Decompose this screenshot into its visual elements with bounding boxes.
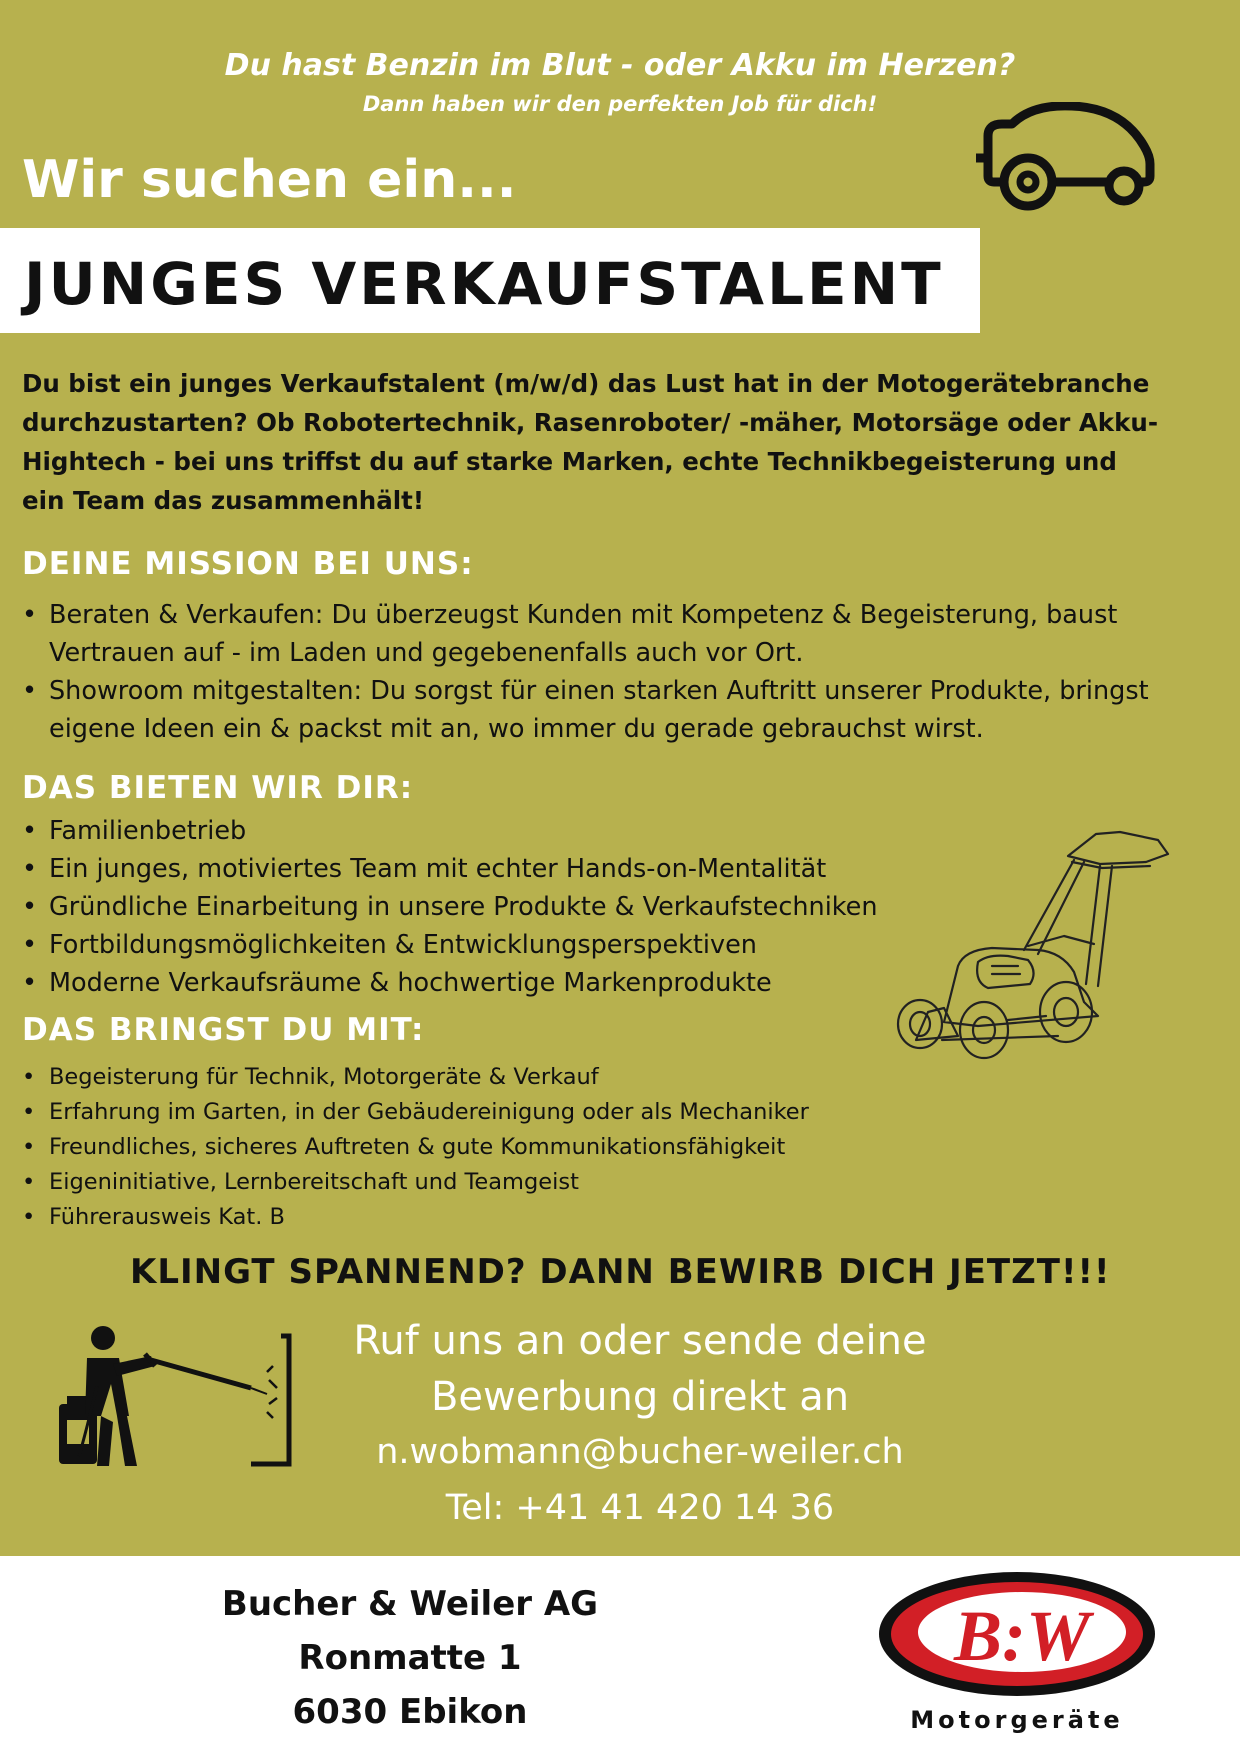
- list-item: • Familienbetrieb: [22, 812, 922, 850]
- tagline: Du hast Benzin im Blut - oder Akku im Herzen?: [224, 48, 1016, 83]
- headline: Wir suchen ein...: [22, 150, 517, 210]
- contact-line-2: Bewerbung direkt an: [430, 1374, 850, 1420]
- list-item: • Freundliches, sicheres Auftreten & gute Kommunikationsfähigkeit: [22, 1130, 922, 1165]
- job-title: JUNGES VERKAUFSTALENT: [24, 250, 944, 318]
- call-to-action: KLINGT SPANNEND? DANN BEWIRB DICH JETZT!!!: [130, 1252, 1111, 1292]
- list-item: • Fortbildungsmöglichkeiten & Entwicklungsperspektiven: [22, 926, 922, 964]
- contact-line-1: Ruf uns an oder sende deine: [353, 1318, 927, 1364]
- subtagline: Dann haben wir den perfekten Job für dich!: [362, 92, 878, 116]
- company-logo: [872, 1560, 1162, 1740]
- company-street: Ronmatte 1: [298, 1638, 522, 1678]
- list-item: • Ein junges, motiviertes Team mit echter Hands-on-Mentalität: [22, 850, 922, 888]
- company-name: Bucher & Weiler AG: [221, 1584, 599, 1624]
- list-item: • Showroom mitgestalten: Du sorgst für einen starken Auftritt unserer Produkte, bringst eigene Ideen ein & packst mit an, wo immer du gerade gebrauchst wirst.: [22, 672, 1222, 748]
- contact-phone[interactable]: Tel: +41 41 420 14 36: [445, 1488, 835, 1528]
- logo-caption: Motorgeräte: [910, 1706, 1124, 1734]
- list-item: • Erfahrung im Garten, in der Gebäudereinigung oder als Mechaniker: [22, 1095, 922, 1130]
- offer-heading: DAS BIETEN WIR DIR:: [22, 770, 414, 806]
- pressure-washer-icon: [55, 1326, 295, 1472]
- offer-list: [22, 812, 922, 1002]
- contact-email[interactable]: n.wobmann@bucher-weiler.ch: [376, 1432, 904, 1472]
- list-item: • Gründliche Einarbeitung in unsere Produkte & Verkaufstechniken: [22, 888, 922, 926]
- robot-mower-icon: [972, 102, 1172, 214]
- list-item: • Führerausweis Kat. B: [22, 1200, 922, 1235]
- mission-heading: DEINE MISSION BEI UNS:: [22, 546, 474, 582]
- list-item: • Beraten & Verkaufen: Du überzeugst Kunden mit Kompetenz & Begeisterung, baust Vertrauen auf - im Laden und gegebenenfalls auch vor Ort.: [22, 596, 1222, 672]
- bring-heading: DAS BRINGST DU MIT:: [22, 1012, 425, 1048]
- bring-list: [22, 1060, 922, 1235]
- list-item: • Eigeninitiative, Lernbereitschaft und Teamgeist: [22, 1165, 922, 1200]
- mission-list: [22, 596, 1222, 748]
- intro-text: Du bist ein junges Verkaufstalent (m/w/d) das Lust hat in der Motogerätebranche durchzustarten? Ob Robotertechnik, Rasenroboter/ -mäher, Motorsäge oder Akku-Hightech - bei uns triffst du auf starke Marken, echte Technikbegeisterung und ein Team das zusammenhält!: [22, 369, 1158, 515]
- lawn-mower-icon: [888, 826, 1178, 1066]
- company-city: 6030 Ebikon: [292, 1692, 528, 1732]
- list-item: • Moderne Verkaufsräume & hochwertige Markenprodukte: [22, 964, 922, 1002]
- list-item: • Begeisterung für Technik, Motorgeräte & Verkauf: [22, 1060, 922, 1095]
- logo-brand: B:W: [953, 1596, 1091, 1676]
